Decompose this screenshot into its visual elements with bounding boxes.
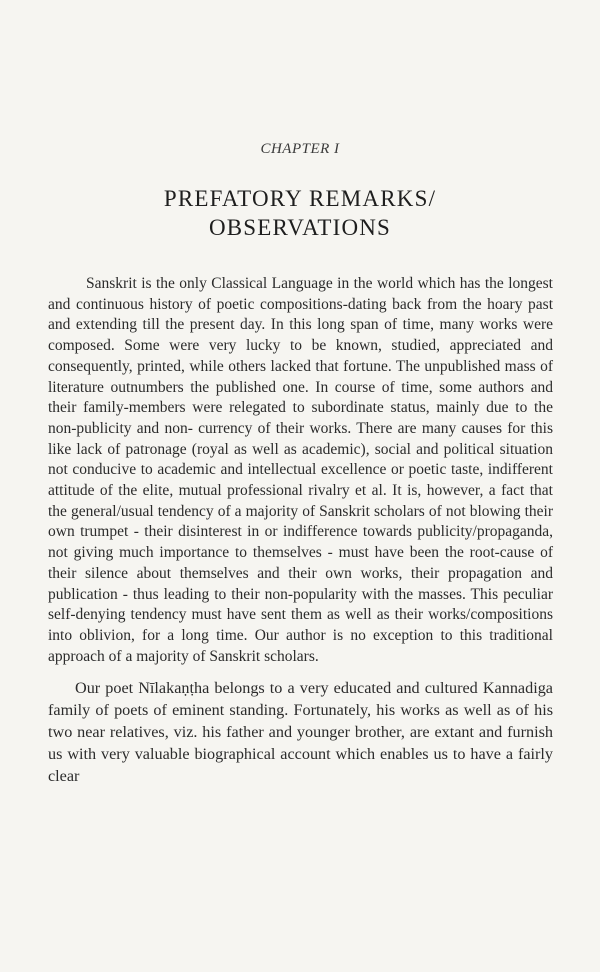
paragraph-1: Sanskrit is the only Classical Language in the world which has the longest and continuous history of poetic compositions-dating back from the hoary past and extending till the present day. In this long span of time, many works were composed. Some were very lucky to be known, studied, appreciated and consequently, printed, while others lacked that fortune. The unpublished mass of literature outnumbers the published one. In course of time, some authors and their family-members were relegated to subordinate status, mainly due to the non-publicity and non- currency of their works. There are many causes for this like lack of patronage (royal as well as academic), social and political situation not conducive to academic and intellectual excellence or poetic taste, indifferent attitude of the elite, mutual professional rivalry et al. It is, however, a fact that the general/usual tendency of a majority of Sanskrit scholars of not blowing their own trumpet - their disinterest in or indifference towards publicity/propaganda, not giving much importance to themselves - must have been the root-cause of their silence about themselves and their own works, their propagation and publication - thus leading to their non-popularity with the masses. This peculiar self-denying tendency must have sent them as well as their works/compositions into oblivion, for a long time. Our author is no exception to this traditional approach of a majority of Sanskrit scholars.	[48, 275, 553, 665]
chapter-title	[0, 184, 600, 242]
body-text	[48, 274, 553, 787]
chapter-label: CHAPTER I	[260, 141, 340, 157]
chapter-title-line-1: PREFATORY REMARKS/	[163, 186, 437, 211]
chapter-title-line-2: OBSERVATIONS	[208, 215, 392, 240]
paragraph-2: Our poet Nīlakaṇṭha belongs to a very educated and cultured Kannadiga family of poets of eminent standing. Fortunately, his works as well as of his two near relatives, viz. his father and younger brother, are extant and furnish us with very valuable biographical account which enables us to have a fairly clear	[48, 679, 553, 786]
